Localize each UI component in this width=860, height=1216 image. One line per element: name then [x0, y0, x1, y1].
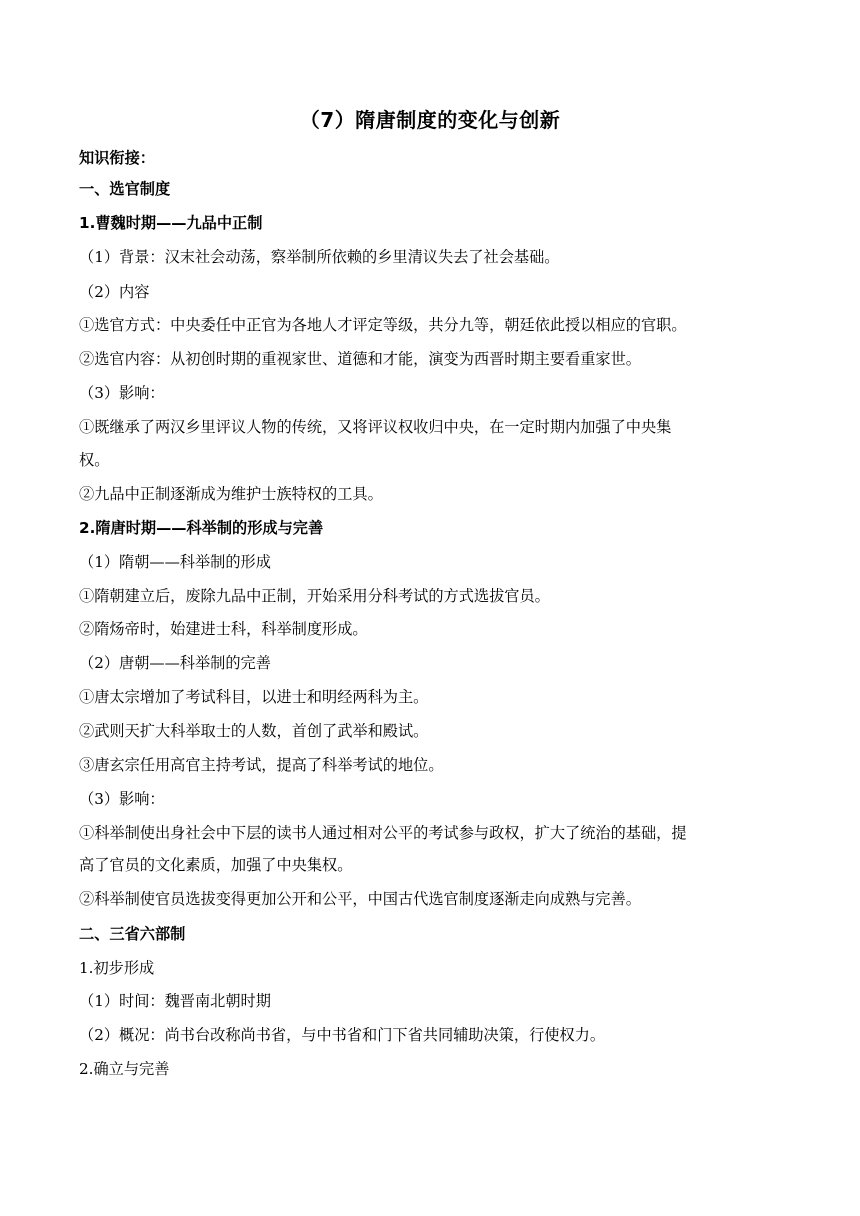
paragraph-line: （1）时间：魏晋南北朝时期	[79, 992, 271, 1010]
paragraph-line: ②九品中正制逐渐成为维护士族特权的工具。	[79, 485, 383, 503]
paragraph-line: ③唐玄宗任用高官主持考试，提高了科举考试的地位。	[79, 756, 444, 774]
paragraph-line: 1.初步形成	[79, 959, 155, 977]
section-heading: 1.曹魏时期——九品中正制	[79, 214, 263, 232]
paragraph-line: ②选官内容：从初创时期的重视家世、道德和才能，演变为西晋时期主要看重家世。	[79, 350, 641, 368]
paragraph-line: （2）概况：尚书台改称尚书省，与中书省和门下省共同辅助决策，行使权力。	[79, 1026, 606, 1044]
paragraph-line: ①选官方式：中央委任中正官为各地人才评定等级，共分九等，朝廷依此授以相应的官职。	[79, 316, 687, 334]
paragraph-line: 高了官员的文化素质，加强了中央集权。	[79, 856, 353, 874]
paragraph-line: ②隋炀帝时，始建进士科，科举制度形成。	[79, 620, 368, 638]
paragraph-line: ①既继承了两汉乡里评议人物的传统，又将评议权收归中央，在一定时期内加强了中央集	[79, 418, 672, 436]
paragraph-line: ①科举制使出身社会中下层的读书人通过相对公平的考试参与政权，扩大了统治的基础，提	[79, 824, 687, 842]
document-title: （7）隋唐制度的变化与创新	[299, 108, 561, 132]
paragraph-line: ②武则天扩大科举取士的人数，首创了武举和殿试。	[79, 722, 429, 740]
paragraph-line: （1）背景：汉末社会动荡，察举制所依赖的乡里清议失去了社会基础。	[79, 248, 560, 266]
section-heading: 二、三省六部制	[79, 925, 186, 943]
paragraph-line: （2）唐朝——科举制的完善	[79, 654, 271, 672]
section-heading: 2.隋唐时期——科举制的形成与完善	[79, 519, 324, 537]
paragraph-line: （2）内容	[79, 283, 150, 301]
paragraph-line: （3）影响：	[79, 384, 165, 402]
paragraph-line: ①唐太宗增加了考试科目，以进士和明经两科为主。	[79, 688, 429, 706]
paragraph-line: ②科举制使官员选拔变得更加公开和公平，中国古代选官制度逐渐走向成熟与完善。	[79, 890, 641, 908]
paragraph-line: （3）影响：	[79, 790, 165, 808]
paragraph-line: 权。	[79, 451, 110, 469]
section-heading: 一、选官制度	[79, 180, 171, 198]
section-heading: 知识衔接：	[79, 149, 155, 167]
paragraph-line: （1）隋朝——科举制的形成	[79, 553, 271, 571]
paragraph-line: ①隋朝建立后，废除九品中正制，开始采用分科考试的方式选拔官员。	[79, 587, 550, 605]
paragraph-line: 2.确立与完善	[79, 1060, 170, 1078]
